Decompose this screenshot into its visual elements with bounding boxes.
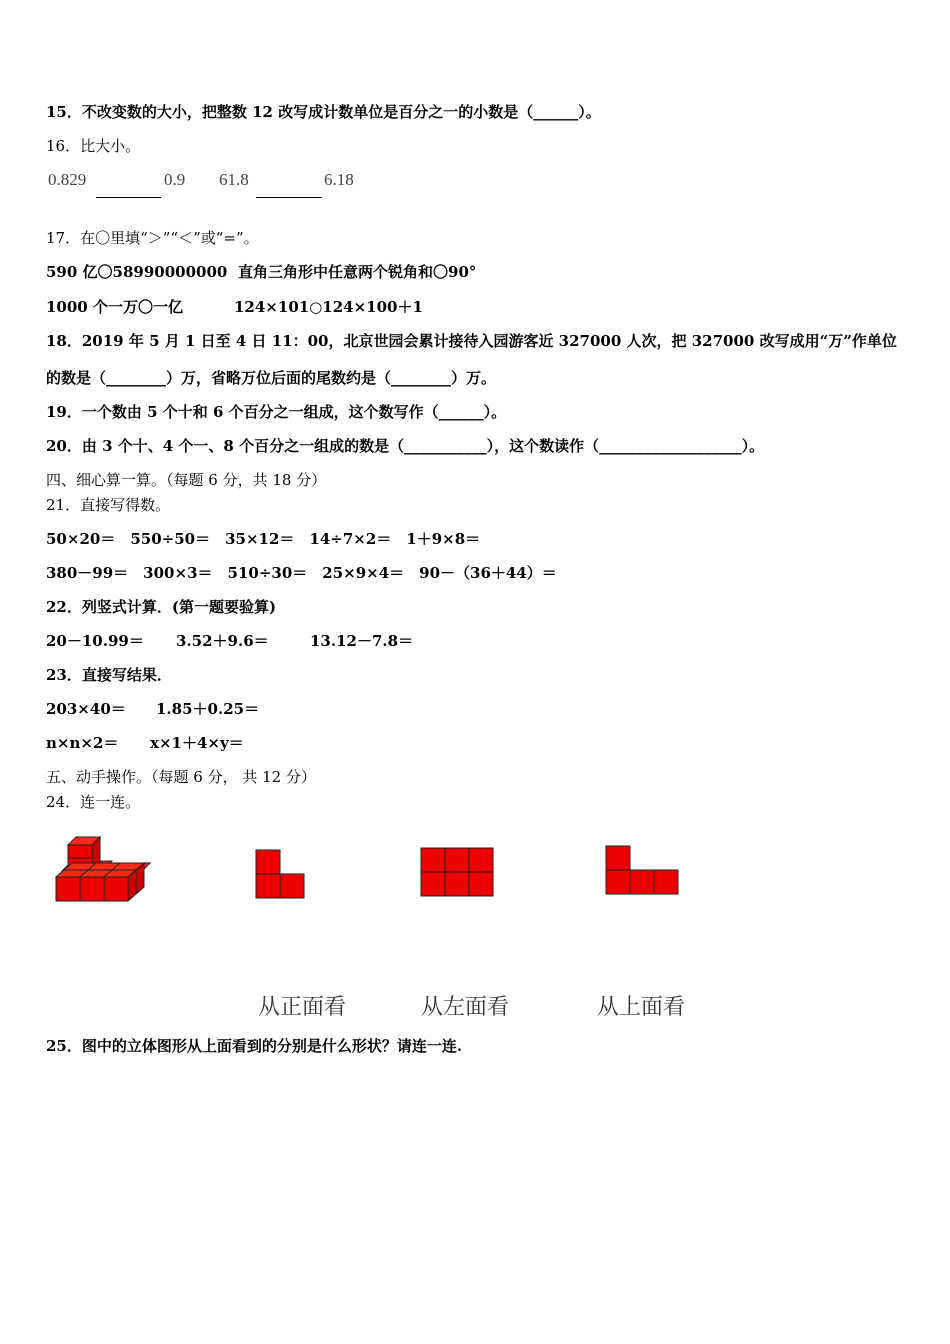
- question-23-title: 23．直接写结果．: [46, 666, 172, 684]
- question-24-title: 24．连一连。: [46, 793, 141, 811]
- compare-b-blank[interactable]: [256, 197, 322, 198]
- q17-row1-a: 590 亿〇58990000000: [46, 263, 228, 281]
- view-shape-rectangle: [420, 847, 496, 899]
- compare-b-right: 6.18: [324, 170, 354, 189]
- compare-a-right: 0.9: [164, 170, 186, 189]
- question-25: 25．图中的立体图形从上面看到的分别是什么形状？请连一连.: [46, 1037, 463, 1055]
- section-5-heading: 五、动手操作。（每题 6 分， 共 12 分）: [46, 768, 316, 786]
- q17-row2-b: 124×101○124×100＋1: [234, 298, 423, 316]
- q17-row1-b: 直角三角形中任意两个锐角和〇90°: [238, 263, 477, 281]
- q23-a: 203×40＝: [46, 700, 126, 718]
- q23-c: n×n×2＝: [46, 734, 119, 752]
- view-shape-l-small: [255, 849, 307, 901]
- q22-c: 13.12－7.8＝: [310, 632, 414, 650]
- compare-a-left: 0.829: [48, 170, 87, 189]
- q22-b: 3.52＋9.6＝: [176, 632, 269, 650]
- view-shape-l-long: [605, 845, 681, 897]
- question-19: 19．一个数由 5 个十和 6 个百分之一组成，这个数写作（______）。: [46, 403, 507, 421]
- question-22-title: 22．列竖式计算．(第一题要验算): [46, 598, 277, 616]
- section-4-heading: 四、细心算一算。（每题 6 分，共 18 分）: [46, 471, 327, 489]
- question-21-title: 21．直接写得数。: [46, 496, 171, 514]
- question-18-line1: 18．2019 年 5 月 1 日至 4 日 11：00，北京世园会累计接待入园游客近 327000 人次，把 327000 改写成用“万”作单位: [46, 332, 897, 350]
- q23-d: x×1＋4×y＝: [150, 734, 244, 752]
- question-15: 15．不改变数的大小，把整数 12 改写成计数单位是百分之一的小数是（______）。: [46, 103, 601, 121]
- q23-b: 1.85＋0.25＝: [156, 700, 260, 718]
- label-front-view: 从正面看: [258, 995, 347, 1020]
- label-left-view: 从左面看: [421, 995, 510, 1020]
- label-top-view: 从上面看: [597, 995, 686, 1020]
- q21-row2: 380－99＝ 300×3＝ 510÷30＝ 25×9×4＝ 90－（36＋44）＝: [46, 564, 557, 582]
- q22-a: 20－10.99＝: [46, 632, 144, 650]
- question-18-line2: 的数是（________）万，省略万位后面的尾数约是（________）万。: [46, 369, 497, 387]
- cube-solid-figure: [54, 833, 154, 908]
- question-16-title: 16．比大小。: [46, 137, 141, 155]
- compare-b-left: 61.8: [219, 170, 249, 189]
- question-17-title: 17．在〇里填“＞”“＜”或“=”。: [46, 229, 259, 247]
- q21-row1: 50×20＝ 550÷50＝ 35×12＝ 14÷7×2＝ 1＋9×8＝: [46, 530, 481, 548]
- q17-row2-a: 1000 个一万〇一亿: [46, 298, 183, 316]
- compare-a-blank[interactable]: [96, 197, 161, 198]
- question-20: 20．由 3 个十、4 个一、8 个百分之一组成的数是（___________），这个数读作（___________________）。: [46, 437, 765, 455]
